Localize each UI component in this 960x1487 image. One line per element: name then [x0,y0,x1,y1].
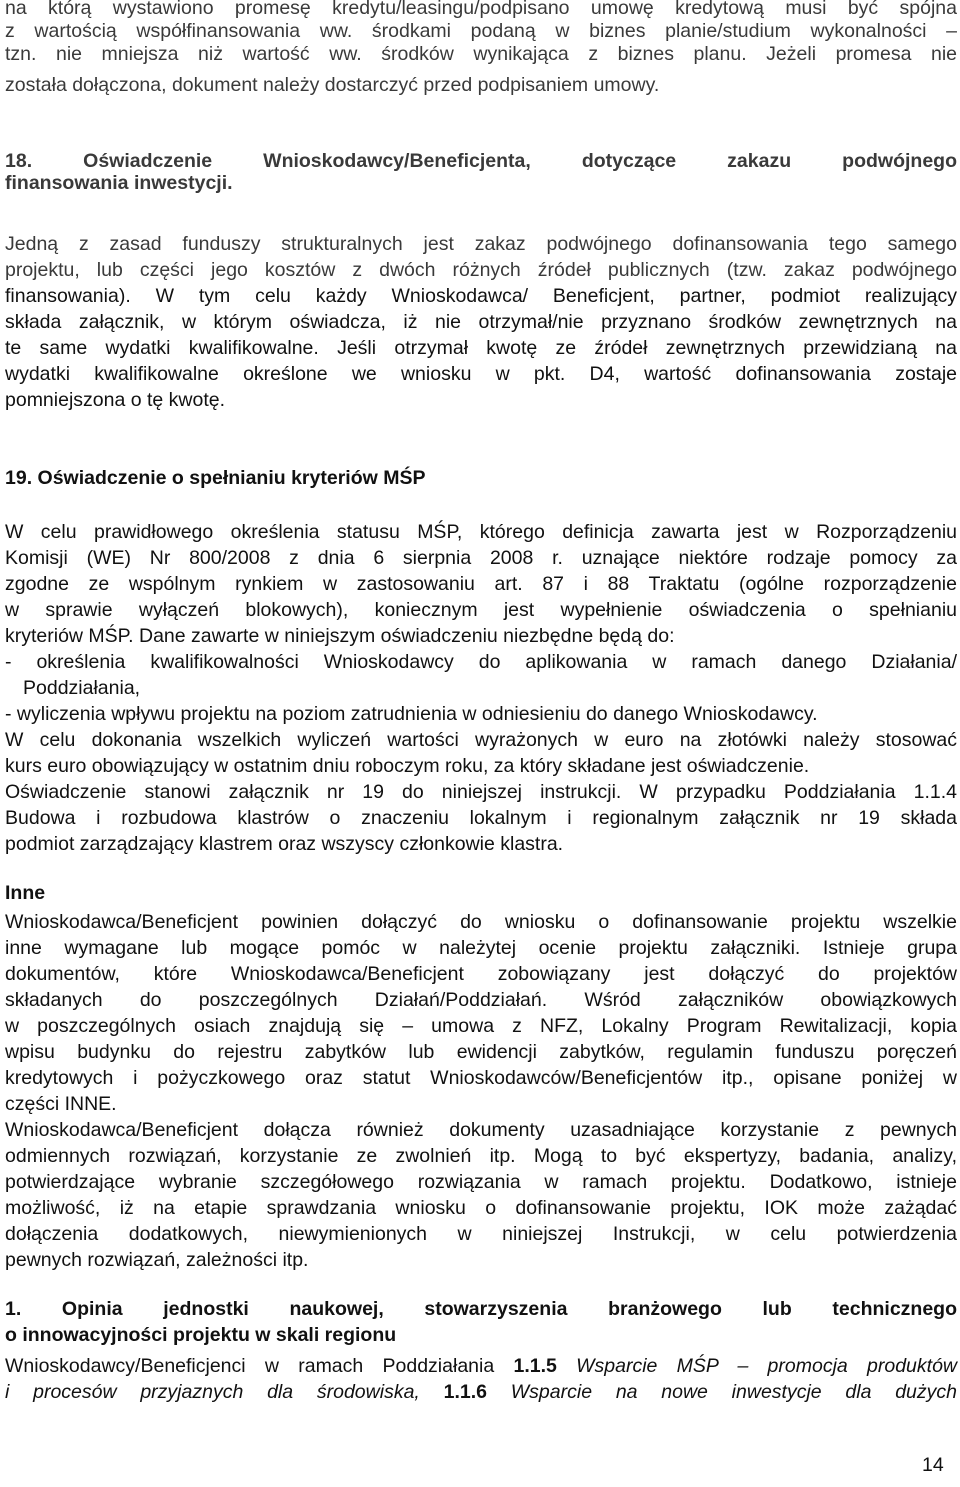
section-18-line-7: pomniejszona o tę kwotę. [5,389,226,411]
section-19-line-10: kurs euro obowiązujący w ostatnim dniu roboczym roku, za który składane jest oświadczenie. [5,755,810,777]
intro-line-1: na którą wystawiono promesę kredytu/leasingu/podpisano umowę kredytową musi być spójna [5,0,957,19]
inne-line-11: potwierdzające wybranie szczegółowego rozwiązania w ramach projektu. Dodatkowo, istnieje [5,1171,957,1193]
opinia-line-1 [5,1353,957,1379]
section-19-line-4: w sprawie wyłączeń blokowych), koniecznym jest wypełnienie oświadczenia o spełnianiu [5,599,957,621]
section-18-line-4: składa załącznik, w którym oświadcza, iż nie otrzymał/nie przyznano środków zewnętrznych na [5,311,957,333]
section-19-line-13: podmiot zarządzający klastrem oraz wszyscy członkowie klastra. [5,833,564,855]
inne-line-4: składanych do poszczególnych Działań/Poddziałań. Wśród załączników obowiązkowych [5,989,957,1011]
inne-line-13: dołączenia dodatkowych, niewymienionych w niniejszej Instrukcji, w celu potwierdzenia [5,1223,957,1245]
section-18-line-6: wydatki kwalifikowalne określone we wniosku w pkt. D4, wartość dofinansowania zostaje [5,363,957,385]
section-19-line-3: zgodne ze wspólnym rynkiem w zastosowaniu art. 87 i 88 Traktatu (ogólne rozporządzenie [5,573,957,595]
opinia-heading-cont: o innowacyjności projektu w skali regionu [5,1324,397,1346]
inne-line-7: kredytowych i pożyczkowego oraz statut Wnioskodawców/Beneficjentów itp., opisane poniżej w [5,1067,957,1089]
section-19-line-1: W celu prawidłowego określenia statusu MŚP, którego definicja zawarta jest w Rozporządzeniu [5,521,957,543]
section-18-line-3: finansowania). W tym celu każdy Wnioskodawca/ Beneficjent, partner, podmiot realizujący [5,285,957,307]
inne-line-3: dokumentów, które Wnioskodawca/Beneficjent zobowiązany jest dołączyć do projektów [5,963,957,985]
inne-line-1: Wnioskodawca/Beneficjent powinien dołączyć do wniosku o dofinansowanie projektu wszelkie [5,911,957,933]
section-18-line-5: te same wydatki kwalifikowalne. Jeśli otrzymał kwotę ze źródeł zewnętrznych przewidzianą na [5,337,957,359]
inne-line-2: inne wymagane lub mogące pomóc w należytej ocenie projektu załączniki. Istnieje grupa [5,937,957,959]
inne-line-10: odmiennych rozwiązań, korzystanie ze zwolnień itp. Mogą to być ekspertyzy, badania, analizy, [5,1145,957,1167]
opinia-line-2-number: 1.1.6 [419,1381,487,1403]
opinia-line-1-text: Wnioskodawcy/Beneficjenci w ramach Poddziałania [5,1355,514,1377]
section-19-line-7: Poddziałania, [23,677,141,699]
section-18-heading: 18. Oświadczenie Wnioskodawcy/Beneficjenta, dotyczące zakazu podwójnego [5,150,957,172]
section-19-line-8: - wyliczenia wpływu projektu na poziom zatrudnienia w odniesieniu do danego Wnioskodawcy. [5,703,818,725]
inne-line-12: możliwość, iż na etapie sprawdzania wniosku o dofinansowanie projektu, IOK może zażądać [5,1197,957,1219]
inne-line-9: Wnioskodawca/Beneficjent dołącza również dokumenty uzasadniające korzystanie z pewnych [5,1119,957,1141]
inne-line-8: części INNE. [5,1093,117,1115]
section-18-line-2: projektu, lub części jego kosztów z dwóch różnych źródeł publicznych (tzw. zakaz podwójnego [5,259,957,281]
intro-line-4: została dołączona, dokument należy dostarczyć przed podpisaniem umowy. [5,74,660,96]
section-19-line-12: Budowa i rozbudowa klastrów o znaczeniu lokalnym i regionalnym załącznik nr 19 składa [5,807,957,829]
section-19-line-5: kryteriów MŚP. Dane zawarte w niniejszym oświadczeniu niezbędne będą do: [5,625,675,647]
section-19-line-9: W celu dokonania wszelkich wyliczeń wartości wyrażonych w euro na złotówki należy stosować [5,729,957,751]
inne-line-5: w poszczególnych osiach znajdują się – umowa z NFZ, Lokalny Program Rewitalizacji, kopia [5,1015,957,1037]
section-18-heading-cont: finansowania inwestycji. [5,172,233,194]
inne-line-14: pewnych rozwiązań, zależności itp. [5,1249,309,1271]
opinia-line-1-number: 1.1.5 [513,1355,557,1377]
opinia-line-2 [5,1379,957,1405]
opinia-heading: 1. Opinia jednostki naukowej, stowarzyszenia branżowego lub technicznego [5,1298,957,1320]
section-18-line-1: Jedną z zasad funduszy strukturalnych jest zakaz podwójnego dofinansowania tego samego [5,233,957,255]
section-19-line-2: Komisji (WE) Nr 800/2008 z dnia 6 sierpnia 2008 r. uznające niektóre rodzaje pomocy za [5,547,957,569]
intro-line-2: z wartością współfinansowania ww. środkami podaną w biznes planie/studium wykonalności – [5,20,957,42]
opinia-line-1-title: Wsparcie MŚP – promocja produktów [556,1355,957,1377]
section-19-line-6: - określenia kwalifikowalności Wnioskodawcy do aplikowania w ramach danego Działania/ [5,651,957,673]
opinia-line-2-title: i procesów przyjaznych dla środowiska, [5,1381,420,1403]
section-19-heading: 19. Oświadczenie o spełnianiu kryteriów MŚP [5,467,426,489]
inne-line-6: wpisu budynku do rejestru zabytków lub ewidencji zabytków, regulamin funduszu poręczeń [5,1041,957,1063]
page-number: 14 [922,1454,944,1476]
opinia-line-2-title-b: Wsparcie na nowe inwestycje dla dużych [487,1381,957,1403]
section-19-line-11: Oświadczenie stanowi załącznik nr 19 do niniejszej instrukcji. W przypadku Poddziałania 1.1.4 [5,781,957,803]
inne-heading: Inne [5,882,46,904]
intro-line-3: tzn. nie mniejsza niż wartość ww. środków wynikająca z biznes planu. Jeżeli promesa nie [5,43,957,65]
